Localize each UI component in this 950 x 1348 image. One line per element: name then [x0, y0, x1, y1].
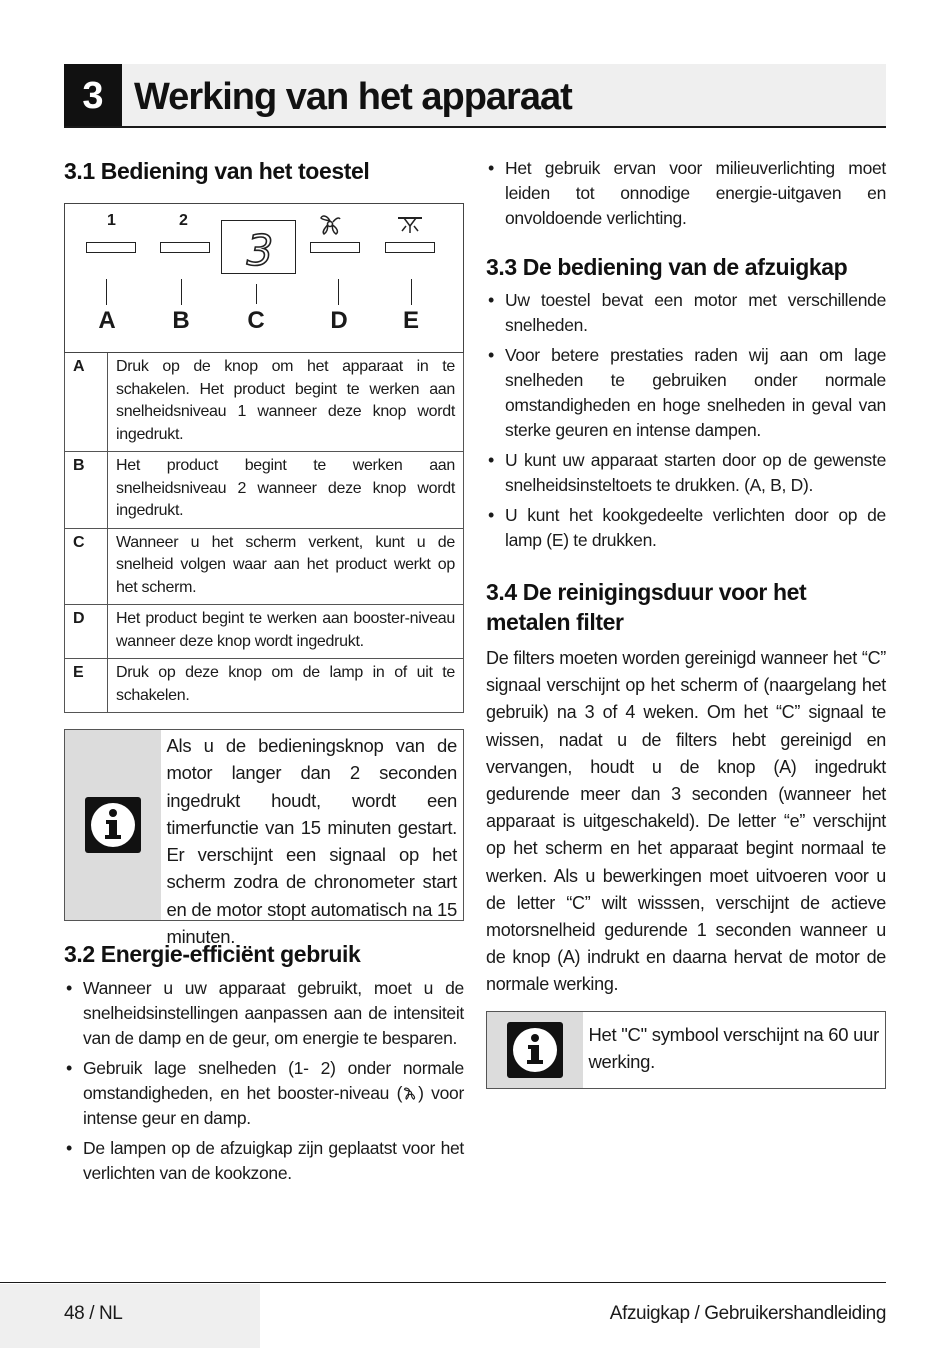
filter-paragraph: De filters moeten worden gereinigd wanneer het “C” signaal verschijnt op het scherm of (naargelang het gebruik) na 3 of 4 weken. Om het “C” signaal te wissen, nadat u de filters hebt gereinigd en vervangen, houdt u de knop (A) ingedrukt gedurende meer dan 3 seconden (wanneer het apparaat is uitgeschakeld). De letter “e” verschijnt op het scherm en het apparaat begint normaal te werken. Als u bewerkingen moet uitvoeren voor u de letter “C” wilt wisssen, verschijnt de actieve motorsnelheid gedurende 1 seconden wanneer u de knop (A) indrukt en daarna hervat de motor de normale werking. — [486, 648, 886, 995]
info-icon — [85, 797, 141, 853]
section-3-4-heading: 3.4 De reinigingsduur voor het metalen filter — [486, 579, 807, 635]
letter-d: D — [330, 307, 348, 334]
leader-line-c — [256, 284, 257, 304]
list-item: • U kunt uw apparaat starten door op de gewenste snelheidsinsteltoets te drukken. (A, B, D). — [486, 448, 886, 498]
section-3-1-heading: 3.1 Bediening van het toestel — [64, 158, 370, 184]
table-row — [65, 528, 464, 605]
footer-page-number: 48 / NL — [64, 1303, 123, 1324]
letter-b: B — [172, 307, 190, 334]
info-text-filter: Het "C" symbool verschijnt na 60 uur werking. — [588, 1023, 879, 1072]
table-row — [65, 452, 464, 529]
operation-bullets — [486, 288, 886, 553]
leader-line-d — [338, 279, 339, 305]
list-item: • De lampen op de afzuigkap zijn geplaatst voor het verlichten van de kookzone. — [64, 1136, 464, 1186]
key-letter: B — [65, 452, 108, 529]
left-column — [64, 150, 464, 1191]
leader-line-e — [411, 279, 412, 305]
table-row — [65, 659, 464, 713]
key-description: Het product begint te werken aan snelheidsniveau 2 wanneer deze knop wordt ingedrukt. — [108, 452, 464, 529]
key-table — [64, 352, 464, 713]
section-3-2-heading: 3.2 Energie-efficiënt gebruik — [64, 941, 361, 967]
display-digit: 3 — [246, 226, 274, 273]
letter-c: C — [247, 307, 265, 334]
energy-bullets-continued — [486, 156, 886, 231]
button-number-1: 1 — [107, 212, 116, 229]
key-description: Wanneer u het scherm verkent, kunt u de snelheid volgen waar aan het product werkt op het scherm. — [108, 528, 464, 605]
chapter-number: 3 — [64, 64, 122, 126]
footer-divider — [0, 1282, 886, 1283]
list-item — [64, 1056, 464, 1131]
key-letter: E — [65, 659, 108, 713]
right-column — [486, 156, 886, 1089]
info-box-filter — [486, 1011, 886, 1089]
list-item: • Wanneer u uw apparaat gebruikt, moet u de snelheidsinstellingen aanpassen aan de intensiteit van de damp en de geur, om energie te besparen. — [64, 976, 464, 1051]
booster-fan-icon — [402, 1085, 418, 1101]
button-e-key — [385, 242, 435, 253]
button-b-key — [160, 242, 210, 253]
footer-document-title: Afzuigkap / Gebruikershandleiding — [609, 1303, 886, 1324]
info-box-timer — [64, 729, 464, 948]
key-letter: C — [65, 528, 108, 605]
list-item: • Voor betere prestaties raden wij aan om lage snelheden te gebruiken onder normale omstandigheden en hoge snelheden in geval van sterke geuren en intense dampen. — [486, 343, 886, 443]
chapter-title: Werking van het apparaat — [134, 76, 572, 118]
lamp-icon — [394, 212, 426, 236]
letter-a: A — [98, 307, 116, 334]
key-description: Druk op de knop om het apparaat in te schakelen. Het product begint te werken aan snelheidsniveau 1 wanneer deze knop wordt ingedrukt. — [108, 353, 464, 452]
list-item-text: Gebruik lage snelheden (1- 2) onder normale omstandigheden, en het booster-niveau ( — [83, 1058, 464, 1103]
letter-e: E — [402, 307, 419, 334]
chapter-header — [64, 64, 886, 128]
table-row — [65, 353, 464, 452]
display-screen — [221, 220, 296, 274]
key-letter: D — [65, 605, 108, 659]
table-row — [65, 605, 464, 659]
info-icon-panel — [65, 730, 161, 920]
display-digit-graphic — [222, 221, 295, 273]
button-a-key — [86, 242, 136, 253]
button-d-key — [310, 242, 360, 253]
leader-line-b — [181, 279, 182, 305]
leader-line-a — [106, 279, 107, 305]
footer-page-panel — [0, 1284, 260, 1348]
booster-fan-icon — [317, 212, 343, 236]
list-item: • Uw toestel bevat een motor met verschillende snelheden. — [486, 288, 886, 338]
list-item: • U kunt het kookgedeelte verlichten door op de lamp (E) te drukken. — [486, 503, 886, 553]
section-3-3-heading: 3.3 De bediening van de afzuigkap — [486, 254, 848, 280]
energy-bullets — [64, 976, 464, 1186]
list-item-text-tail: ) voor intense geur en damp. — [83, 1083, 465, 1128]
info-icon-panel — [487, 1012, 583, 1088]
key-description: Druk op deze knop om de lamp in of uit te schakelen. — [108, 659, 464, 713]
info-text-timer: Als u de bedieningsknop van de motor langer dan 2 seconden ingedrukt houdt, wordt een timerfunctie van 15 minuten gestart. Er verschijnt een signaal op het scherm zodra de chronometer start en de motor stopt automatisch na 15 minuten. — [166, 735, 457, 948]
key-letter: A — [65, 353, 108, 452]
list-item: • Het gebruik ervan voor milieuverlichting moet leiden tot onnodige energie-uitgaven en onvoldoende verlichting. — [486, 156, 886, 231]
key-description: Het product begint te werken aan booster-niveau wanneer deze knop wordt ingedrukt. — [108, 605, 464, 659]
info-icon — [507, 1022, 563, 1078]
control-panel-diagram — [64, 203, 464, 353]
button-number-2: 2 — [179, 212, 188, 229]
